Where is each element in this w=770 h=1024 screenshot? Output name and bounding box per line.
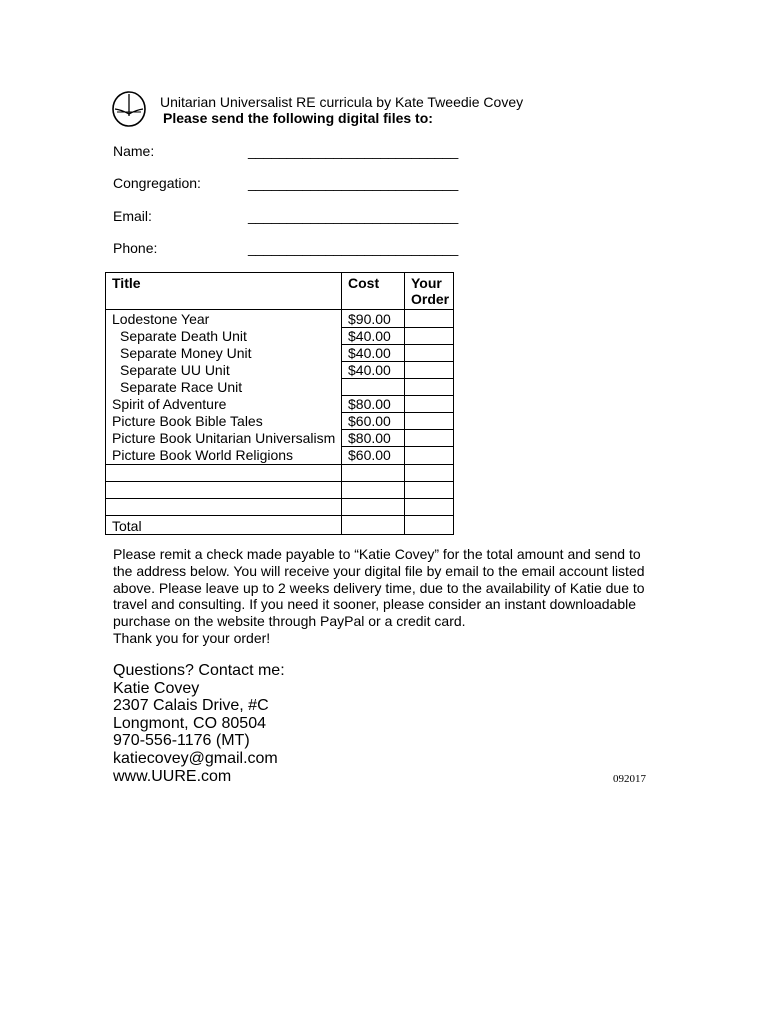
blank-cell[interactable] bbox=[342, 482, 405, 499]
remit-line: Thank you for your order! bbox=[113, 629, 271, 646]
blank-cell[interactable] bbox=[342, 499, 405, 516]
order-entry-cell[interactable] bbox=[405, 413, 453, 430]
your-order-header bbox=[405, 273, 454, 310]
contact-street: 2307 Calais Drive, #C bbox=[113, 697, 269, 715]
contact-block bbox=[113, 662, 285, 785]
remit-line: purchase on the website through PayPal or a credit card. bbox=[113, 613, 466, 630]
blank-cell[interactable] bbox=[405, 499, 454, 516]
name-field[interactable]: ___________________________ bbox=[248, 143, 459, 159]
item-title: Separate Money Unit bbox=[120, 345, 252, 361]
name-label: Name: bbox=[113, 143, 155, 159]
item-costs-cell bbox=[342, 310, 405, 465]
blank-row bbox=[106, 465, 454, 482]
congregation-field[interactable]: ___________________________ bbox=[248, 175, 459, 191]
item-cost bbox=[342, 379, 404, 396]
order-entry-cell[interactable] bbox=[405, 345, 453, 362]
blank-cell[interactable] bbox=[106, 482, 342, 499]
item-cost: $80.00 bbox=[342, 430, 404, 447]
remit-instructions bbox=[113, 546, 653, 647]
header-instruction: Please send the following digital files to: bbox=[163, 110, 433, 126]
remit-line: travel and consulting. If you need it sooner, please consider an instant downloadable bbox=[113, 596, 637, 613]
order-entry-cell[interactable] bbox=[405, 396, 453, 413]
item-title: Separate UU Unit bbox=[120, 362, 230, 378]
document-number: 092017 bbox=[613, 773, 646, 785]
item-title: Lodestone Year bbox=[112, 311, 210, 327]
remit-line: the address below. You will receive your digital file by email to the email account listed bbox=[113, 562, 645, 579]
contact-email[interactable]: katiecovey@gmail.com bbox=[113, 749, 278, 767]
item-cost: $80.00 bbox=[342, 396, 404, 413]
item-title: Picture Book Bible Tales bbox=[112, 413, 263, 429]
total-cost-cell[interactable] bbox=[342, 516, 405, 535]
phone-field[interactable]: ___________________________ bbox=[248, 240, 459, 256]
item-titles-cell bbox=[106, 310, 342, 465]
contact-heading: Questions? Contact me: bbox=[113, 662, 285, 679]
remit-line: Please remit a check made payable to “Katie Covey” for the total amount and send to bbox=[113, 546, 641, 562]
item-cost: $90.00 bbox=[342, 310, 404, 328]
order-entry-cell[interactable] bbox=[405, 430, 453, 447]
blank-row bbox=[106, 482, 454, 499]
item-cost: $40.00 bbox=[342, 328, 404, 345]
order-entry-cell[interactable] bbox=[405, 310, 453, 328]
item-title: Picture Book World Religions bbox=[112, 447, 294, 463]
item-cost: $60.00 bbox=[348, 447, 391, 463]
blank-row bbox=[106, 499, 454, 516]
item-title: Separate Death Unit bbox=[120, 328, 247, 344]
order-entry-cell[interactable] bbox=[405, 379, 453, 396]
blank-cell[interactable] bbox=[106, 499, 342, 516]
total-row bbox=[106, 516, 454, 535]
order-entry-cell[interactable] bbox=[405, 328, 453, 345]
order-entry-cell[interactable] bbox=[405, 362, 453, 379]
item-title: Separate Race Unit bbox=[120, 379, 243, 395]
items-row bbox=[106, 310, 454, 465]
table-header-row bbox=[106, 273, 454, 310]
contact-website[interactable]: www.UURE.com bbox=[113, 767, 232, 785]
total-label: Total bbox=[106, 516, 342, 535]
header-title: Unitarian Universalist RE curricula by Kate Tweedie Covey bbox=[160, 94, 524, 110]
item-cost: $40.00 bbox=[342, 345, 404, 362]
order-table bbox=[105, 272, 454, 535]
contact-name: Katie Covey bbox=[113, 679, 200, 697]
blank-cell[interactable] bbox=[405, 465, 454, 482]
total-order-cell[interactable] bbox=[405, 516, 454, 535]
order-entry-cell[interactable] bbox=[405, 447, 453, 464]
title-header: Title bbox=[106, 273, 342, 310]
item-title: Spirit of Adventure bbox=[112, 396, 227, 412]
contact-phone: 970-556-1176 (MT) bbox=[113, 732, 250, 750]
blank-cell[interactable] bbox=[342, 465, 405, 482]
blank-cell[interactable] bbox=[405, 482, 454, 499]
email-field[interactable]: ___________________________ bbox=[248, 208, 459, 224]
blank-cell[interactable] bbox=[106, 465, 342, 482]
congregation-label: Congregation: bbox=[113, 175, 201, 191]
email-label: Email: bbox=[113, 208, 152, 224]
cost-header: Cost bbox=[342, 273, 405, 310]
item-cost: $60.00 bbox=[342, 413, 404, 430]
remit-line: above. Please leave up to 2 weeks delivery time, due to the availability of Katie due to bbox=[113, 579, 645, 596]
item-title: Picture Book Unitarian Universalism bbox=[112, 430, 336, 446]
phone-label: Phone: bbox=[113, 240, 158, 256]
contact-city: Longmont, CO 80504 bbox=[113, 714, 266, 732]
chalice-circle-icon bbox=[111, 90, 147, 128]
item-cost: $40.00 bbox=[342, 362, 404, 379]
your-order-header-line2: Order bbox=[411, 291, 450, 307]
your-order-header-line1: Your bbox=[411, 275, 442, 291]
item-order-cells bbox=[405, 310, 454, 465]
